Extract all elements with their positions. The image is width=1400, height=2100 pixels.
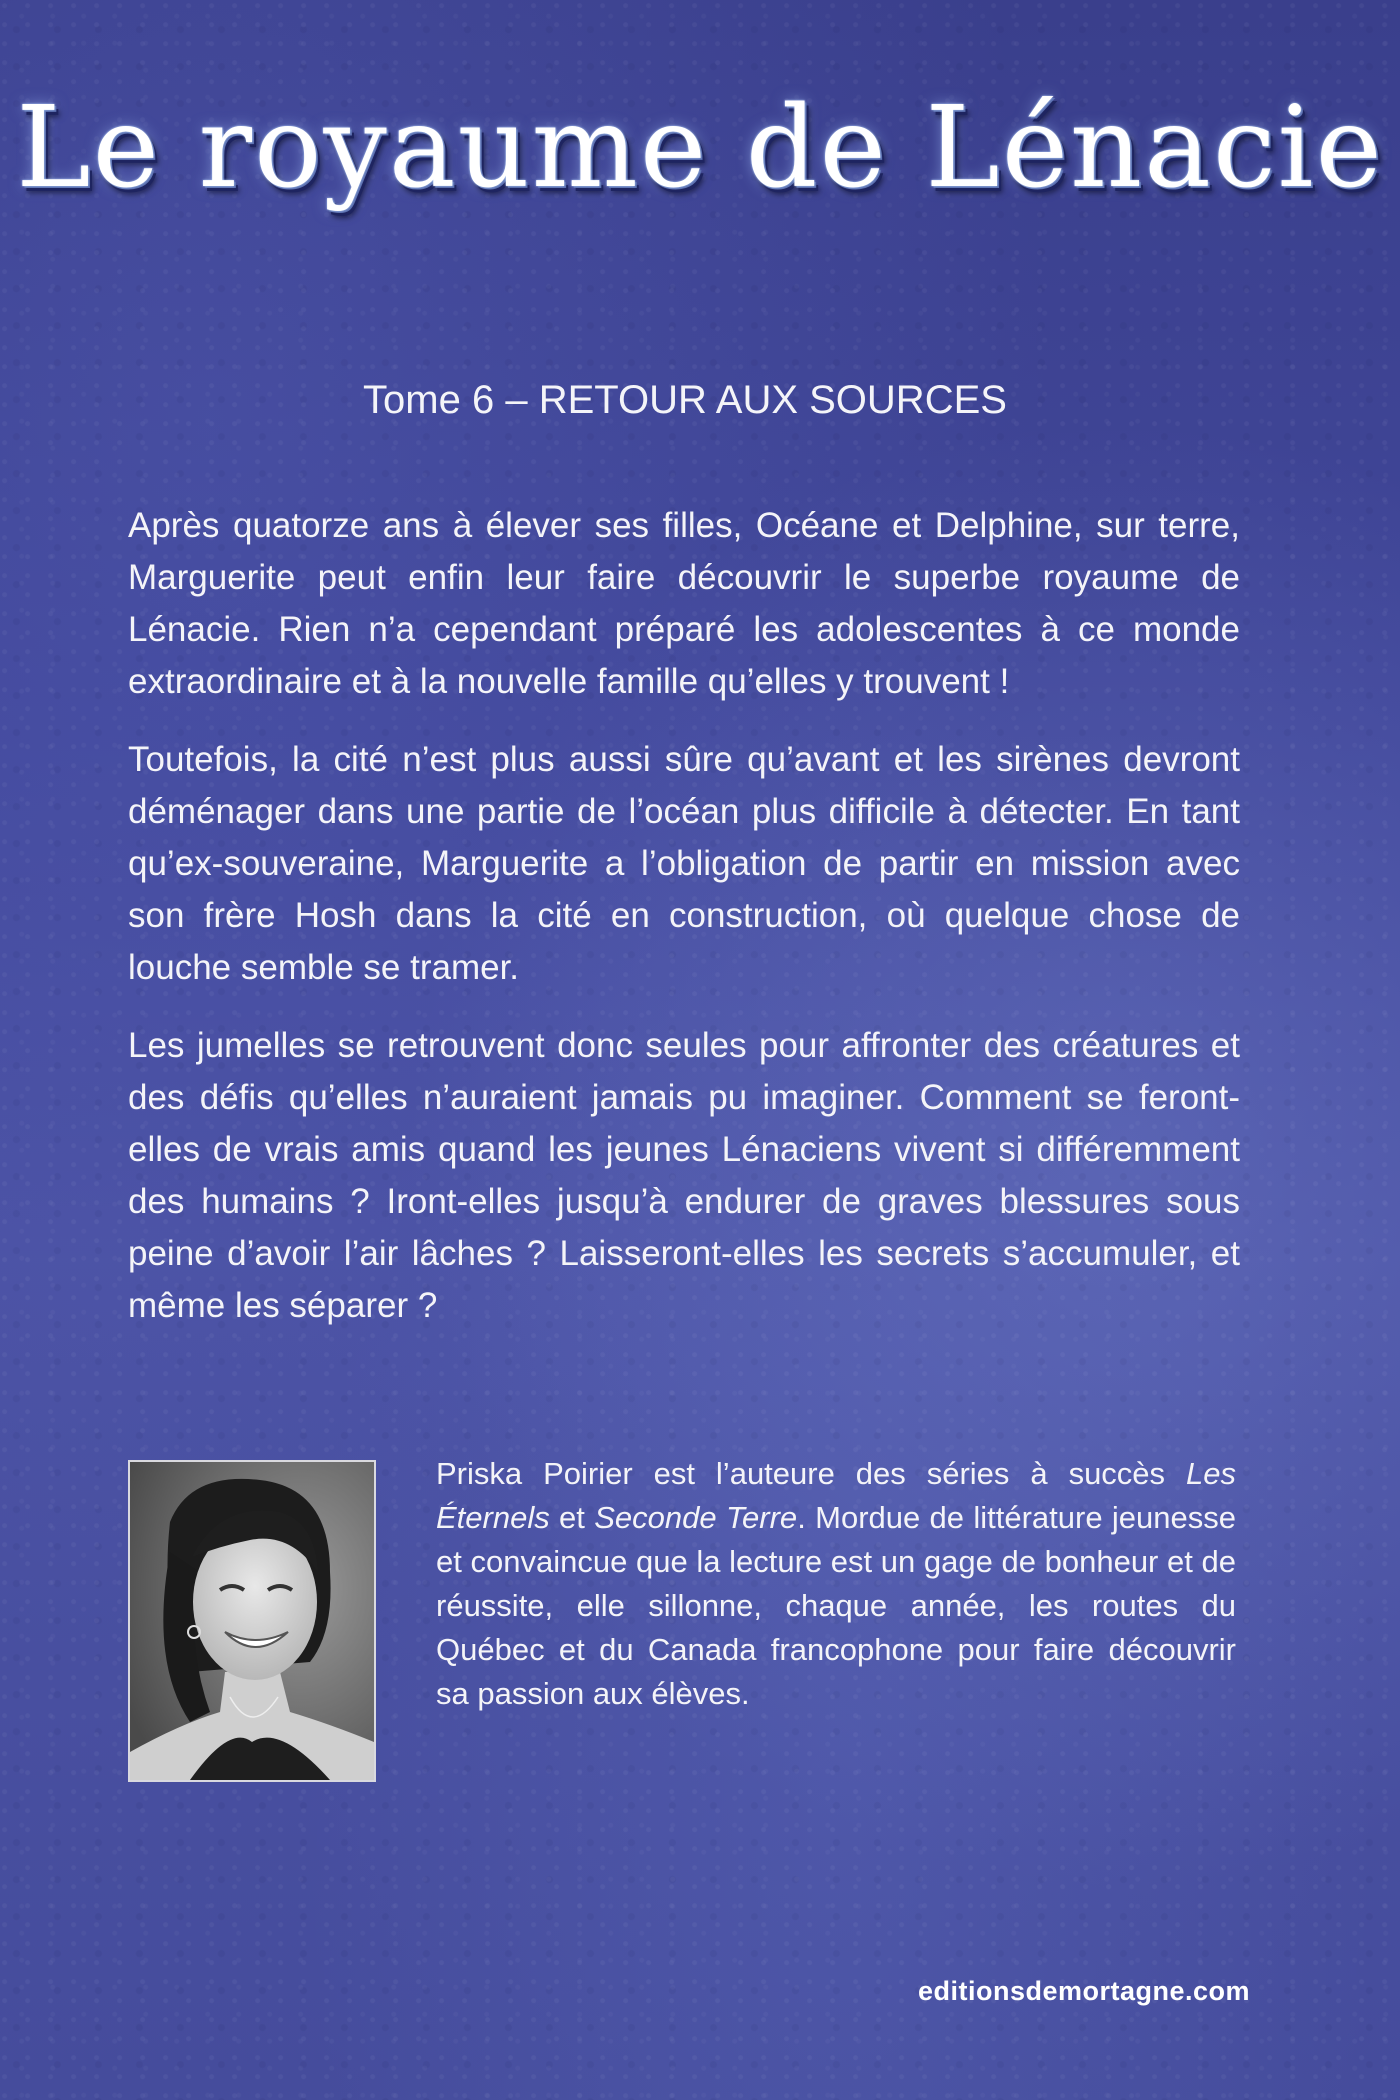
author-bio: [436, 1452, 1236, 1716]
author-portrait-illustration: [130, 1462, 374, 1780]
author-bio-part-1: Priska Poirier est l’auteure des séries à succès: [436, 1456, 1187, 1491]
book-title: Le royaume de Lénacie: [16, 83, 1384, 213]
blurb-paragraph-1: Après quatorze ans à élever ses filles, Océane et Delphine, sur terre, Marguerite peut enfin leur faire découvrir le superbe royaume de Lénacie. Rien n’a cependant préparé les adolescentes à ce monde extraordinaire et à la nouvelle famille qu’elles y trouvent !: [128, 506, 1240, 701]
blurb-text: [128, 500, 1240, 1358]
series-title-les-eternels: Les Éternels: [436, 1456, 1236, 1535]
author-bio-part-2: et: [549, 1500, 595, 1535]
author-bio-part-3: . Mordue de littérature jeunesse et convaincue que la lecture est un gage de bonheur et de réussite, elle sillonne, chaque année, les routes du Québec et du Canada francophone pour faire découvrir sa passion aux élèves.: [436, 1500, 1237, 1711]
author-photo: [128, 1460, 376, 1782]
volume-subtitle: Tome 6 – RETOUR AUX SOURCES: [363, 378, 1007, 422]
blurb-paragraph-2: Toutefois, la cité n’est plus aussi sûre qu’avant et les sirènes devront déménager dans une partie de l’océan plus difficile à détecter. En tant qu’ex-souveraine, Marguerite a l’obligation de partir en mission avec son frère Hosh dans la cité en construction, où quelque chose de louche semble se tramer.: [128, 740, 1240, 987]
blurb-paragraph-3: Les jumelles se retrouvent donc seules pour affronter des créatures et des défis qu’elles n’auraient jamais pu imaginer. Comment se feront-elles de vrais amis quand les jeunes Lénaciens vivent si différemment des humains ? Iront-elles jusqu’à endurer de graves blessures sous peine d’avoir l’air lâches ? Laisseront-elles les secrets s’accumuler, et même les séparer ?: [128, 1026, 1240, 1325]
series-title-seconde-terre: Seconde Terre: [594, 1500, 798, 1535]
publisher-website: editionsdemortagne.com: [917, 1976, 1250, 2006]
